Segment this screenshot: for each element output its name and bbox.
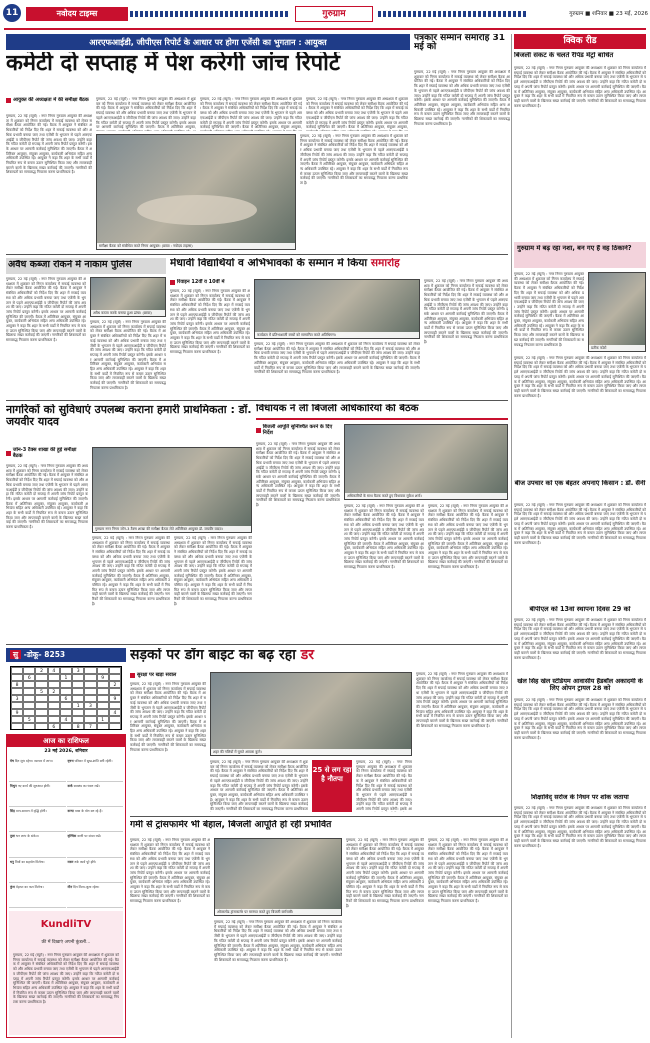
sudoku-cell: 8 [72,723,84,730]
sudoku-cell [48,695,60,702]
rashi-text: परिवार में सुख-शांति बनी रहेगी। [73,759,113,763]
civic-headline: नागरिकों को सुविधाएं उपलब्ध कराना हमारी प्राथमिकता : डॉ. जयवीर यादव [6,404,252,428]
section-rule-4 [130,816,508,817]
mla-sub-heading-text: बिजली आपूर्ति सुनिश्चित करने के दिए निर्देश [262,424,333,436]
lead-kicker: आरएफआईडी, जीपीएस रिपोर्ट के आधार पर होगा एजेंसी का भुगतान : आयुक्त [6,34,410,50]
sudoku-cell [60,702,72,709]
encroach-headline: अवैध कब्जा रोकने में नाकाम पुलिस [8,260,132,270]
lead-column-right-text [96,97,408,131]
rashi-item [67,758,124,782]
sudoku-cell [35,702,47,709]
rashi-item [67,859,124,883]
sudoku-cell: 4 [48,667,60,674]
section-rule-3 [6,644,508,645]
sudoku-cell [97,681,109,688]
sudoku-cell [48,709,60,716]
sudoku-cell [97,723,109,730]
quick-read-story4-text: गुरुग्राम, 22 मई (ब्यूरो) : नगर निगम गुरुग्राम आयुक्त की अध्यक्षता में शुक्रवार को निगम कार्यालय में सफाई व्यवस्था को लेकर समीक्षा बैठक आयोजित की गई। बैठक में आयुक्त ने संबंधित अधिकारियों को निर्देश दिए कि शहर में सफाई व्यवस्था को और अधिक प्रभावी बनाया जाए तथा एजेंसी के भुगतान से पहले आरएफआईडी व जीपीएस रिपोर्ट की जांच अवश्य की जाए। उन्होंने कहा कि गठित कमेटी दो सप्ताह में अपनी जांच रिपोर्ट प्रस्तुत करेगी। इसके आधार पर आगामी कार्रवाई सुनिश्चित की जाएगी। बैठक में अतिरिक्त आयुक्त, संयुक्त आयुक्त, कार्यकारी अभियंता सहित अन्य अधिकारी उपस्थित रहे। आयुक्त ने कहा कि शहर के सभी वार्डों में नियमित रूप से कचरा उठान सुनिश्चित किया जाए और लापरवाही बरतने वालों के खिलाफ सख्त कार्रवाई की जाएगी। नागरिकों की शिकायतों का समयबद्ध निपटारा करना प्राथमिकता है। [514,618,646,660]
civic-text-3: गुरुग्राम, 22 मई (ब्यूरो) : नगर निगम गुरुग्राम आयुक्त की अध्यक्षता में शुक्रवार को निगम कार्यालय में सफाई व्यवस्था को लेकर समीक्षा बैठक आयोजित की गई। बैठक में आयुक्त ने संबंधित अधिकारियों को निर्देश दिए कि शहर में सफाई व्यवस्था को और अधिक प्रभावी बनाया जाए तथा एजेंसी के भुगतान से पहले आरएफआईडी व जीपीएस रिपोर्ट की जांच अवश्य की जाए। उन्होंने कहा कि गठित कमेटी दो सप्ताह में अपनी जांच रिपोर्ट प्रस्तुत करेगी। इसके आधार पर आगामी कार्रवाई सुनिश्चित की जाएगी। बैठक में अतिरिक्त आयुक्त, संयुक्त आयुक्त, कार्यकारी अभियंता सहित अन्य अधिकारी उपस्थित रहे। आयुक्त ने कहा कि शहर के सभी वार्डों में नियमित रूप से कचरा उठान सुनिश्चित किया जाए और लापरवाही बरतने वालों के खिलाफ सख्त कार्रवाई की जाएगी। नागरिकों की शिकायतों का समयबद्ध निपटारा करना प्राथमिकता है। [174,536,252,606]
rashi-item [9,758,66,782]
rashifal-promo [9,911,123,1035]
sudoku-cell [72,716,84,723]
lead-col-5: गुरुग्राम, 22 मई (ब्यूरो) : नगर निगम गुरुग्राम आयुक्त की अध्यक्षता में शुक्रवार को निगम कार्यालय में सफाई व्यवस्था को लेकर समीक्षा बैठक आयोजित की गई। बैठक में आयुक्त ने संबंधित अधिकारियों को निर्देश दिए कि शहर में सफाई व्यवस्था को और अधिक प्रभावी बनाया जाए तथा एजेंसी के भुगतान से पहले आरएफआईडी व जीपीएस रिपोर्ट की जांच अवश्य की जाए। उन्होंने कहा कि गठित कमेटी दो सप्ताह में अपनी जांच रिपोर्ट प्रस्तुत करेगी। इसके आधार पर आगामी कार्रवाई सुनिश्चित की जाएगी। बैठक में अतिरिक्त आयुक्त, संयुक्त आयुक्त, कार्यकारी अभियंता सहित अन्य अधिकारी उपस्थित रहे। आयुक्त ने कहा कि शहर के सभी वार्डों में नियमित रूप से कचरा उठान सुनिश्चित किया जाए और लापरवाही बरतने वालों के खिलाफ सख्त कार्रवाई की जाएगी। नागरिकों की शिकायतों का समयबद्ध निपटारा करना प्राथमिकता है। [300,134,408,186]
lead-photo-caption: समीक्षा बैठक को संबोधित करते निगम आयुक्त। (छाया : नवोदय टाइम्स) [97,243,295,249]
civic-text-1: गुरुग्राम, 22 मई (ब्यूरो) : नगर निगम गुरुग्राम आयुक्त की अध्यक्षता में शुक्रवार को निगम कार्यालय में सफाई व्यवस्था को लेकर समीक्षा बैठक आयोजित की गई। बैठक में आयुक्त ने संबंधित अधिकारियों को निर्देश दिए कि शहर में सफाई व्यवस्था को और अधिक प्रभावी बनाया जाए तथा एजेंसी के भुगतान से पहले आरएफआईडी व जीपीएस रिपोर्ट की जांच अवश्य की जाए। उन्होंने कहा कि गठित कमेटी दो सप्ताह में अपनी जांच रिपोर्ट प्रस्तुत करेगी। इसके आधार पर आगामी कार्रवाई सुनिश्चित की जाएगी। बैठक में अतिरिक्त आयुक्त, संयुक्त आयुक्त, कार्यकारी अभियंता सहित अन्य अधिकारी उपस्थित रहे। आयुक्त ने कहा कि शहर के सभी वार्डों में नियमित रूप से कचरा उठान सुनिश्चित किया जाए और लापरवाही बरतने वालों के खिलाफ सख्त कार्रवाई की जाएगी। नागरिकों की शिकायतों का समयबद्ध निपटारा करना प्राथमिकता है। [6,464,88,530]
students-photo-caption: कार्यक्रम में प्रतिभाशाली बच्चों को सम्मानित करते अतिथिगण। [255,332,419,338]
sudoku-cell: 6 [48,723,60,730]
quick-read-header: क्विक रीड [514,34,646,49]
rashi-item [9,859,66,883]
sudoku-cell [35,695,47,702]
sudoku-cell [48,702,60,709]
sudoku-cell [60,667,72,674]
sudoku-cell [23,688,35,695]
heat-text-3: गुरुग्राम, 22 मई (ब्यूरो) : नगर निगम गुरुग्राम आयुक्त की अध्यक्षता में शुक्रवार को निगम कार्यालय में सफाई व्यवस्था को लेकर समीक्षा बैठक आयोजित की गई। बैठक में आयुक्त ने संबंधित अधिकारियों को निर्देश दिए कि शहर में सफाई व्यवस्था को और अधिक प्रभावी बनाया जाए तथा एजेंसी के भुगतान से पहले आरएफआईडी व जीपीएस रिपोर्ट की जांच अवश्य की जाए। उन्होंने कहा कि गठित कमेटी दो सप्ताह में अपनी जांच रिपोर्ट प्रस्तुत करेगी। इसके आधार पर आगामी कार्रवाई सुनिश्चित की जाएगी। बैठक में अतिरिक्त आयुक्त, संयुक्त आयुक्त, कार्यकारी अभियंता सहित अन्य अधिकारी उपस्थित रहे। आयुक्त ने कहा कि शहर के सभी वार्डों में नियमित रूप से कचरा उठान सुनिश्चित किया जाए और लापरवाही बरतने वालों के खिलाफ सख्त कार्रवाई की जाएगी। नागरिकों की शिकायतों का समयबद्ध निपटारा करना प्राथमिकता है। [346,838,424,908]
civic-photo-caption: गुरुग्राम नगर निगम जोन-3 टैक्स शाखा की समीक्षा बैठक लेते अतिरिक्त आयुक्त डॉ. जयवीर यादव। [93,526,251,532]
rashi-name: धनु [10,859,14,864]
heat-text-4: गुरुग्राम, 22 मई (ब्यूरो) : नगर निगम गुरुग्राम आयुक्त की अध्यक्षता में शुक्रवार को निगम कार्यालय में सफाई व्यवस्था को लेकर समीक्षा बैठक आयोजित की गई। बैठक में आयुक्त ने संबंधित अधिकारियों को निर्देश दिए कि शहर में सफाई व्यवस्था को और अधिक प्रभावी बनाया जाए तथा एजेंसी के भुगतान से पहले आरएफआईडी व जीपीएस रिपोर्ट की जांच अवश्य की जाए। उन्होंने कहा कि गठित कमेटी दो सप्ताह में अपनी जांच रिपोर्ट प्रस्तुत करेगी। इसके आधार पर आगामी कार्रवाई सुनिश्चित की जाएगी। बैठक में अतिरिक्त आयुक्त, संयुक्त आयुक्त, कार्यकारी अभियंता सहित अन्य अधिकारी उपस्थित रहे। आयुक्त ने कहा कि शहर के सभी वार्डों में नियमित रूप से कचरा उठान सुनिश्चित किया जाए और लापरवाही बरतने वालों के खिलाफ सख्त कार्रवाई की जाएगी। नागरिकों की शिकायतों का समयबद्ध निपटारा करना प्राथमिकता है। [428,838,508,904]
mla-sub-heading [256,424,340,440]
sudoku-cell [84,681,96,688]
sudoku-cell [97,702,109,709]
dogs-headline [130,648,508,668]
sudoku-grid [10,666,122,730]
sudoku-cell: 8 [11,681,23,688]
sudoku-cell [60,688,72,695]
rashi-name: मेष [10,759,14,763]
sudoku-cell [48,716,60,723]
quick-read-story2-text: गुरुग्राम, 22 मई (ब्यूरो) : नगर निगम गुरुग्राम आयुक्त की अध्यक्षता में शुक्रवार को निगम कार्यालय में सफाई व्यवस्था को लेकर समीक्षा बैठक आयोजित की गई। बैठक में आयुक्त ने संबंधित अधिकारियों को निर्देश दिए कि शहर में सफाई व्यवस्था को और अधिक प्रभावी बनाया जाए तथा एजेंसी के भुगतान से पहले आरएफआईडी व जीपीएस रिपोर्ट की जांच अवश्य की जाए। उन्होंने कहा कि गठित कमेटी दो सप्ताह में अपनी जांच रिपोर्ट प्रस्तुत करेगी। इसके आधार पर आगामी कार्रवाई सुनिश्चित की जाएगी। बैठक में अतिरिक्त आयुक्त, संयुक्त आयुक्त, कार्यकारी अभियंता सहित अन्य अधिकारी उपस्थित रहे। आयुक्त ने कहा कि शहर के सभी वार्डों में नियमित रूप से कचरा उठान सुनिश्चित किया जाए और लापरवाही बरतने वालों के खिलाफ सख्त कार्रवाई की जाएगी। नागरिकों की शिकायतों का समयबद्ध निपटारा करना प्राथमिकता है। [514,272,584,347]
rashi-item [67,884,124,908]
lead-col-2: गुरुग्राम, 22 मई (ब्यूरो) : नगर निगम गुरुग्राम आयुक्त की अध्यक्षता में शुक्रवार को निगम कार्यालय में सफाई व्यवस्था को लेकर समीक्षा बैठक आयोजित की गई। बैठक में आयुक्त ने संबंधित अधिकारियों को निर्देश दिए कि शहर में सफाई व्यवस्था को और अधिक प्रभावी बनाया जाए तथा एजेंसी के भुगतान से पहले आरएफआईडी व जीपीएस रिपोर्ट की जांच अवश्य की जाए। उन्होंने कहा कि गठित कमेटी दो सप्ताह में अपनी जांच रिपोर्ट प्रस्तुत करेगी। इसके आधार पर आगामी कार्रवाई सुनिश्चित की जाएगी। बैठक में अतिरिक्त आयुक्त, [96,97,196,130]
rashi-text: वाणी पर संयम रखें। [76,834,101,839]
encroach-photo [90,277,166,317]
sudoku-cell [35,709,47,716]
rashi-text: मान-सम्मान में वृद्धि होगी। [14,809,47,814]
sudoku-cell: 7 [84,723,96,730]
bullet-icon [6,98,11,103]
lead-col-4: गुरुग्राम, 22 मई (ब्यूरो) : नगर निगम गुरुग्राम आयुक्त की अध्यक्षता में शुक्रवार को निगम कार्यालय में सफाई व्यवस्था को लेकर समीक्षा बैठक आयोजित की गई। बैठक में आयुक्त ने संबंधित अधिकारियों को निर्देश दिए कि शहर में सफाई व्यवस्था को और अधिक प्रभावी बनाया जाए तथा एजेंसी के भुगतान से पहले आरएफआईडी व जीपीएस रिपोर्ट की जांच अवश्य की जाए। उन्होंने कहा कि गठित कमेटी दो सप्ताह में अपनी जांच रिपोर्ट प्रस्तुत करेगी। इसके आधार पर आगामी कार्रवाई सुनिश्चित की जाएगी। बैठक में अतिरिक्त आयुक्त, संयुक्त आयुक्त, [306,97,408,130]
column-divider [511,34,512,1038]
quick-read-story2-photo [588,272,646,352]
sudoku-cell [35,681,47,688]
students-headline-main: मेधावी विद्यार्थियों व अभिभावकों के सम्मान में किया [170,258,371,269]
rashi-item [9,783,66,807]
rashifal-box [6,734,126,1038]
civic-photo [92,447,252,533]
press-conf-headline: पत्रकार सम्मान समारोह 31 मई को [414,34,505,53]
students-text-1: गुरुग्राम, 22 मई (ब्यूरो) : नगर निगम गुरुग्राम आयुक्त की अध्यक्षता में शुक्रवार को निगम कार्यालय में सफाई व्यवस्था को लेकर समीक्षा बैठक आयोजित की गई। बैठक में आयुक्त ने संबंधित अधिकारियों को निर्देश दिए कि शहर में सफाई व्यवस्था को और अधिक प्रभावी बनाया जाए तथा एजेंसी के भुगतान से पहले आरएफआईडी व जीपीएस रिपोर्ट की जांच अवश्य की जाए। उन्होंने कहा कि गठित कमेटी दो सप्ताह में अपनी जांच रिपोर्ट प्रस्तुत करेगी। इसके आधार पर आगामी कार्रवाई सुनिश्चित की जाएगी। बैठक में अतिरिक्त आयुक्त, संयुक्त आयुक्त, कार्यकारी अभियंता सहित अन्य अधिकारी उपस्थित रहे। आयुक्त ने कहा कि शहर के सभी वार्डों में नियमित रूप से कचरा उठान सुनिश्चित किया जाए और लापरवाही बरतने वालों के खिलाफ सख्त कार्रवाई की जाएगी। नागरिकों की शिकायतों का समयबद्ध निपटारा करना प्राथमिकता है। [170,289,250,355]
sudoku-cell [23,702,35,709]
heat-photo-caption: ओवरलोड ट्रांसफार्मर पर मरम्मत करते हुए बिजली कर्मचारी। [215,909,341,915]
sudoku-cell: 1 [60,674,72,681]
dogs-text-4: गुरुग्राम, 22 मई (ब्यूरो) : नगर निगम गुरुग्राम आयुक्त की अध्यक्षता में शुक्रवार को निगम कार्यालय में सफाई व्यवस्था को लेकर समीक्षा बैठक आयोजित की गई। बैठक में आयुक्त ने संबंधित अधिकारियों को निर्देश दिए कि शहर में सफाई व्यवस्था को और अधिक प्रभावी बनाया जाए तथा एजेंसी के भुगतान से पहले आरएफआईडी व जीपीएस रिपोर्ट की जांच अवश्य की जाए। उन्होंने कहा कि गठित कमेटी दो सप्ताह में अपनी जांच रिपोर्ट प्रस्तुत करेगी। इसके आ [356,760,412,812]
promo-line: फ्री में दिखाएं अपनी कुंडली... [41,940,91,945]
mla-photo-caption: अधिकारियों के साथ बैठक करते हुए विधायक मुकेश शर्मा। [345,493,507,499]
sudoku-cell [11,667,23,674]
rashi-text: यात्रा के योग बन रहे हैं। [73,809,103,814]
sudoku-cell [35,674,47,681]
sudoku-cell [109,667,121,674]
dogs-sub-heading [130,672,210,680]
quick-read-story5-text: गुरुग्राम, 22 मई (ब्यूरो) : नगर निगम गुरुग्राम आयुक्त की अध्यक्षता में शुक्रवार को निगम कार्यालय में सफाई व्यवस्था को लेकर समीक्षा बैठक आयोजित की गई। बैठक में आयुक्त ने संबंधित अधिकारियों को निर्देश दिए कि शहर में सफाई व्यवस्था को और अधिक प्रभावी बनाया जाए तथा एजेंसी के भुगतान से पहले आरएफआईडी व जीपीएस रिपोर्ट की जांच अवश्य की जाए। उन्होंने कहा कि गठित कमेटी दो सप्ताह में अपनी जांच रिपोर्ट प्रस्तुत करेगी। इसके आधार पर आगामी कार्रवाई सुनिश्चित की जाएगी। बैठक में अतिरिक्त आयुक्त, संयुक्त आयुक्त, कार्यकारी अभियंता सहित अन्य अधिकारी उपस्थित रहे। आयुक्त ने कहा कि शहर के सभी वार्डों में नियमित रूप से कचरा उठान सुनिश्चित किया जाए और लापरवाही बरतने वालों के खिलाफ सख्त कार्रवाई की जाएगी। नागरिकों की शिकायतों का समयबद्ध निपटारा करना प्राथमिकता है। [514,698,646,740]
sudoku-cell [60,709,72,716]
promo-logo: KundliTV [40,919,92,930]
rashi-name: कन्या [67,809,74,814]
dogs-text-3: गुरुग्राम, 22 मई (ब्यूरो) : नगर निगम गुरुग्राम आयुक्त की अध्यक्षता में शुक्रवार को निगम कार्यालय में सफाई व्यवस्था को लेकर समीक्षा बैठक आयोजित की गई। बैठक में आयुक्त ने संबंधित अधिकारियों को निर्देश दिए कि शहर में सफाई व्यवस्था को और अधिक प्रभावी बनाया जाए तथा एजेंसी के भुगतान से पहले आरएफआईडी व जीपीएस रिपोर्ट की जांच अवश्य की जाए। उन्होंने कहा कि गठित कमेटी दो सप्ताह में अपनी जांच रिपोर्ट प्रस्तुत करेगी। इसके आधार पर आगामी कार्रवाई सुनिश्चित की जाएगी। बैठक में अतिरिक्त आयुक्त, संयुक्त आयुक्त, कार्यकारी अभियंता सहित अन्य अधिकारी उपस्थित रहे। आयुक्त ने कहा कि शहर के सभी वार्डों में नियमित रूप से कचरा उठान सुनिश्चित किया जाए और लापरवाही बरतने वालों के खिलाफ सख्त कार्रवाई की जाएगी। नागरिकों की शिकायतों का समयबद्ध निपटारा करना प्राथमिकता [210,760,308,812]
mla-headline: विधायक ने ली बिजली अधिकारियों की बैठक [256,404,508,420]
sudoku-cell [72,688,84,695]
lead-headline: कमेटी दो सप्ताह में पेश करेगी जांच रिपोर्ट [6,52,340,76]
sudoku-cell [23,681,35,688]
promo-text: गुरुग्राम, 22 मई (ब्यूरो) : नगर निगम गुरुग्राम आयुक्त की अध्यक्षता में शुक्रवार को निगम कार्यालय में सफाई व्यवस्था को लेकर समीक्षा बैठक आयोजित की गई। बैठक में आयुक्त ने संबंधित अधिकारियों को निर्देश दिए कि शहर में सफाई व्यवस्था को और अधिक प्रभावी बनाया जाए तथा एजेंसी के भुगतान से पहले आरएफआईडी व जीपीएस रिपोर्ट की जांच अवश्य की जाए। उन्होंने कहा कि गठित कमेटी दो सप्ताह में अपनी जांच रिपोर्ट प्रस्तुत करेगी। इसके आधार पर आगामी कार्रवाई सुनिश्चित की जाएगी। बैठक में अतिरिक्त आयुक्त, संयुक्त आयुक्त, कार्यकारी अभियंता सहित अन्य अधिकारी उपस्थित रहे। आयुक्त ने कहा कि शहर के सभी वार्डों में नियमित रूप से कचरा उठान सुनिश्चित किया जाए और लापरवाही बरतने वालों के खिलाफ सख्त कार्रवाई की जाएगी। नागरिकों की शिकायतों का समयबद्ध निपटारा करना प्राथमिकता है। [13,953,119,1005]
sudoku-cell: 3 [84,702,96,709]
heat-headline: गर्मी से ट्रांसफार्मर भी बेहाल, बिजली आपूर्ति हो रही प्रभावित [130,820,332,830]
sudoku-cell [60,681,72,688]
rashi-text: रुके कार्य पूरे होंगे। [73,859,97,864]
sudoku-cell [84,674,96,681]
sudoku-cell [97,667,109,674]
rashi-text: नए कार्य की शुरुआत होगी। [16,784,51,789]
sudoku-cell [84,709,96,716]
civic-sub-heading-text: जोन-3 टैक्स शाखा की हुई समीक्षा बैठक [12,447,77,459]
sudoku-cell: 2 [48,688,60,695]
sudoku-cell [84,667,96,674]
dogs-badge: 25 से लग रहा है नौतपा [312,760,352,812]
rashi-name: मकर [67,859,74,864]
quick-read-story2-box [514,242,646,268]
heat-text-1: गुरुग्राम, 22 मई (ब्यूरो) : नगर निगम गुरुग्राम आयुक्त की अध्यक्षता में शुक्रवार को निगम कार्यालय में सफाई व्यवस्था को लेकर समीक्षा बैठक आयोजित की गई। बैठक में आयुक्त ने संबंधित अधिकारियों को निर्देश दिए कि शहर में सफाई व्यवस्था को और अधिक प्रभावी बनाया जाए तथा एजेंसी के भुगतान से पहले आरएफआईडी व जीपीएस रिपोर्ट की जांच अवश्य की जाए। उन्होंने कहा कि गठित कमेटी दो सप्ताह में अपनी जांच रिपोर्ट प्रस्तुत करेगी। इसके आधार पर आगामी कार्रवाई सुनिश्चित की जाएगी। बैठक में अतिरिक्त आयुक्त, संयुक्त आयुक्त, कार्यकारी अभियंता सहित अन्य अधिकारी उपस्थित रहे। आयुक्त ने कहा कि शहर के सभी वार्डों में नियमित रूप से कचरा उठान सुनिश्चित किया जाए और लापरवाही बरतने वालों के खिलाफ सख्त कार्रवाई की जाएगी। नागरिकों की शिकायतों का समयबद्ध निपटारा करना प्राथमिकता है। [130,838,210,904]
masthead-band [130,11,290,17]
sudoku-cell [97,688,109,695]
rashi-name: मीन [67,884,73,889]
sudoku-cell [11,716,23,723]
sudoku-cell [72,695,84,702]
sudoku-cell: 9 [109,695,121,702]
city-date: गुरुग्राम ■ शनिवार ■ 23 मई, 2026 [569,11,648,17]
sudoku-cell: 1 [97,716,109,723]
sudoku-cell [72,681,84,688]
students-sub-heading [170,279,260,287]
encroach-photo-caption: अवैध कब्जा करके बनाया हुआ ढांचा। (छाया) [91,310,165,316]
quick-read-story6-text: गुरुग्राम, 22 मई (ब्यूरो) : नगर निगम गुरुग्राम आयुक्त की अध्यक्षता में शुक्रवार को निगम कार्यालय में सफाई व्यवस्था को लेकर समीक्षा बैठक आयोजित की गई। बैठक में आयुक्त ने संबंधित अधिकारियों को निर्देश दिए कि शहर में सफाई व्यवस्था को और अधिक प्रभावी बनाया जाए तथा एजेंसी के भुगतान से पहले आरएफआईडी व जीपीएस रिपोर्ट की जांच अवश्य की जाए। उन्होंने कहा कि गठित कमेटी दो सप्ताह में अपनी जांच रिपोर्ट प्रस्तुत करेगी। इसके आधार पर आगामी कार्रवाई सुनिश्चित की जाएगी। बैठक में अतिरिक्त आयुक्त, संयुक्त आयुक्त, कार्यकारी अभियंता सहित अन्य अधिकारी उपस्थित रहे। आयुक्त ने कहा कि शहर के सभी वार्डों में नियमित रूप से कचरा उठान सुनिश्चित किया जाए और लापरवाही बरतने वालों के खिलाफ सख्त कार्रवाई की जाएगी। नागरिकों की शिकायतों का समयबद्ध निपटारा करना प्राथमिकता है। [514,806,646,848]
sudoku-cell [109,674,121,681]
rashi-name: सिंह [10,809,15,814]
quick-read-story2-photo-caption: प्रतीक फोटो [589,345,645,351]
sudoku-cell [72,674,84,681]
sudoku-cell [35,723,47,730]
bullet-icon [170,280,175,285]
bullet-icon [256,428,261,433]
sudoku-cell [109,723,121,730]
sudoku-cell: 9 [11,709,23,716]
rashi-name: वृषभ [67,759,74,763]
rashi-text: दिन शुभ रहेगा। व्यापार में लाभ। [13,759,53,763]
rashi-name: कुंभ [10,884,15,889]
lead-sub-heading [6,97,92,111]
sudoku-cell [11,723,23,730]
mla-text-1: गुरुग्राम, 22 मई (ब्यूरो) : नगर निगम गुरुग्राम आयुक्त की अध्यक्षता में शुक्रवार को निगम कार्यालय में सफाई व्यवस्था को लेकर समीक्षा बैठक आयोजित की गई। बैठक में आयुक्त ने संबंधित अधिकारियों को निर्देश दिए कि शहर में सफाई व्यवस्था को और अधिक प्रभावी बनाया जाए तथा एजेंसी के भुगतान से पहले आरएफआईडी व जीपीएस रिपोर्ट की जांच अवश्य की जाए। उन्होंने कहा कि गठित कमेटी दो सप्ताह में अपनी जांच रिपोर्ट प्रस्तुत करेगी। इसके आधार पर आगामी कार्रवाई सुनिश्चित की जाएगी। बैठक में अतिरिक्त आयुक्त, संयुक्त आयुक्त, कार्यकारी अभियंता सहित अन्य अधिकारी उपस्थित रहे। आयुक्त ने कहा कि शहर के सभी वार्डों में नियमित रूप से कचरा उठान सुनिश्चित किया जाए और लापरवाही बरतने वालों के खिलाफ सख्त कार्रवाई की जाएगी। नागरिकों की शिकायतों का समयबद्ध निपटारा करना प्राथमिकता है। [256,442,340,508]
rashi-text: मेहनत का फल मिलेगा। [14,884,44,889]
civic-sub-heading [6,447,86,461]
rashi-name: वृश्चिक [67,834,77,839]
masthead-rule [4,28,646,30]
paper-name: नवोदय टाइम्स [26,7,128,21]
mla-text-3: गुरुग्राम, 22 मई (ब्यूरो) : नगर निगम गुरुग्राम आयुक्त की अध्यक्षता में शुक्रवार को निगम कार्यालय में सफाई व्यवस्था को लेकर समीक्षा बैठक आयोजित की गई। बैठक में आयुक्त ने संबंधित अधिकारियों को निर्देश दिए कि शहर में सफाई व्यवस्था को और अधिक प्रभावी बनाया जाए तथा एजेंसी के भुगतान से पहले आरएफआईडी व जीपीएस रिपोर्ट की जांच अवश्य की जाए। उन्होंने कहा कि गठित कमेटी दो सप्ताह में अपनी जांच रिपोर्ट प्रस्तुत करेगी। इसके आधार पर आगामी कार्रवाई सुनिश्चित की जाएगी। बैठक में अतिरिक्त आयुक्त, संयुक्त आयुक्त, कार्यकारी अभियंता सहित अन्य अधिकारी उपस्थित रहे। आयुक्त ने कहा कि शहर के सभी वार्डों में नियमित रूप से कचरा उठान सुनिश्चित किया जाए और लापरवाही बरतने वालों के खिलाफ सख्त कार्रवाई की जाएगी। नागरिकों की शिकायतों का समयबद्ध निपटारा करना प्राथमिकता है। [428,504,508,570]
encroach-text-2: गुरुग्राम, 22 मई (ब्यूरो) : नगर निगम गुरुग्राम आयुक्त की अध्यक्षता में शुक्रवार को निगम कार्यालय में सफाई व्यवस्था को लेकर समीक्षा बैठक आयोजित की गई। बैठक में आयुक्त ने संबंधित अधिकारियों को निर्देश दिए कि शहर में सफाई व्यवस्था को और अधिक प्रभावी बनाया जाए तथा एजेंसी के भुगतान से पहले आरएफआईडी व जीपीएस रिपोर्ट की जांच अवश्य की जाए। उन्होंने कहा कि गठित कमेटी दो सप्ताह में अपनी जांच रिपोर्ट प्रस्तुत करेगी। इसके आधार पर आगामी कार्रवाई सुनिश्चित की जाएगी। बैठक में अतिरिक्त आयुक्त, संयुक्त आयुक्त, कार्यकारी अभियंता सहित अन्य अधिकारी उपस्थित रहे। आयुक्त ने कहा कि शहर के सभी वार्डों में नियमित रूप से कचरा उठान सुनिश्चित किया जाए और लापरवाही बरतने वालों के खिलाफ सख्त कार्रवाई की जाएगी। नागरिकों की शिकायतों का समयबद्ध निपटारा करना प्राथमिकता है। [90,320,166,390]
dogs-photo [210,672,412,756]
sudoku-cell [48,681,60,688]
section-name: गुरुग्राम [295,6,373,22]
dogs-headline-accent: डर [300,648,314,663]
sudoku-cell: 9 [97,674,109,681]
rashi-text: स्वास्थ्य का ध्यान रखें। [72,784,100,789]
sudoku-cell: 2 [35,667,47,674]
sudoku-cell [97,709,109,716]
quick-read-story5-headline: खेल सिंह खेल स्टेडियम आवासीय हैंडबॉल अकादमी के लिए ओपन ट्रायल 28 को [517,678,643,692]
sudoku-cell [84,688,96,695]
lead-col-1: गुरुग्राम, 22 मई (ब्यूरो) : नगर निगम गुरुग्राम आयुक्त की अध्यक्षता में शुक्रवार को निगम कार्यालय में सफाई व्यवस्था को लेकर समीक्षा बैठक आयोजित की गई। बैठक में आयुक्त ने संबंधित अधिकारियों को निर्देश दिए कि शहर में सफाई व्यवस्था को और अधिक प्रभावी बनाया जाए तथा एजेंसी के भुगतान से पहले आरएफआईडी व जीपीएस रिपोर्ट की जांच अवश्य की जाए। उन्होंने कहा कि गठित कमेटी दो सप्ताह में अपनी जांच रिपोर्ट प्रस्तुत करेगी। इसके आधार पर आगामी कार्रवाई सुनिश्चित की जाएगी। बैठक में अतिरिक्त आयुक्त, संयुक्त आयुक्त, कार्यकारी अभियंता सहित अन्य अधिकारी उपस्थित रहे। आयुक्त ने कहा कि शहर के सभी वार्डों में नियमित रूप से कचरा उठान सुनिश्चित किया जाए और लापरवाही बरतने वालों के खिलाफ सख्त कार्रवाई की जाएगी। नागरिकों की शिकायतों का समयबद्ध निपटारा करना प्राथमिकता है। [6,114,92,175]
students-photo [254,279,420,339]
rashi-item [9,808,66,832]
quick-read-story1-headline: बिजली संकट के चलते रैपिड मेट्रो बाधित [514,52,614,59]
rashi-name: मिथुन [10,784,17,789]
masthead-band-right [378,11,528,17]
sudoku-cell: 4 [60,716,72,723]
rashi-name: कर्क [67,784,73,789]
quick-read-story3-headline: बीज उपचार को एक बेहतर अपनाएं किसान : डॉ. सैनी [514,480,646,487]
bullet-icon [6,451,11,456]
dogs-sub-heading-text: सुरक्षा पर खड़ा सवाल [137,672,177,678]
lead-col-3: गुरुग्राम, 22 मई (ब्यूरो) : नगर निगम गुरुग्राम आयुक्त की अध्यक्षता में शुक्रवार को निगम कार्यालय में सफाई व्यवस्था को लेकर समीक्षा बैठक आयोजित की गई। बैठक में आयुक्त ने संबंधित अधिकारियों को निर्देश दिए कि शहर में सफाई व्यवस्था को और अधिक प्रभावी बनाया जाए तथा एजेंसी के भुगतान से पहले आरएफआईडी व जीपीएस रिपोर्ट की जांच अवश्य की जाए। उन्होंने कहा कि गठित कमेटी दो सप्ताह में अपनी जांच रिपोर्ट प्रस्तुत करेगी। इसके आधार पर आगामी कार्रवाई सुनिश्चित की जाएगी। बैठक में अतिरिक्त आयुक्त, संयुक्त आयुक्त, [200,97,302,130]
quick-read-story2-text-b: गुरुग्राम, 22 मई (ब्यूरो) : नगर निगम गुरुग्राम आयुक्त की अध्यक्षता में शुक्रवार को निगम कार्यालय में सफाई व्यवस्था को लेकर समीक्षा बैठक आयोजित की गई। बैठक में आयुक्त ने संबंधित अधिकारियों को निर्देश दिए कि शहर में सफाई व्यवस्था को और अधिक प्रभावी बनाया जाए तथा एजेंसी के भुगतान से पहले आरएफआईडी व जीपीएस रिपोर्ट की जांच अवश्य की जाए। उन्होंने कहा कि गठित कमेटी दो सप्ताह में अपनी जांच रिपोर्ट प्रस्तुत करेगी। इसके आधार पर आगामी कार्रवाई सुनिश्चित की जाएगी। बैठक में अतिरिक्त आयुक्त, संयुक्त आयुक्त, कार्यकारी अभियंता सहित अन्य अधिकारी उपस्थित रहे। आयुक्त ने कहा कि शहर के सभी वार्डों में नियमित रूप से कचरा उठान सुनिश्चित किया जाए और लापरवाही बरतने वालों के खिलाफ सख्त कार्रवाई की जाएगी। नागरिकों की शिकायतों का समयबद्ध निपटारा करना प्राथमिकता है। [514,356,646,398]
dogs-text-1: गुरुग्राम, 22 मई (ब्यूरो) : नगर निगम गुरुग्राम आयुक्त की अध्यक्षता में शुक्रवार को निगम कार्यालय में सफाई व्यवस्था को लेकर समीक्षा बैठक आयोजित की गई। बैठक में आयुक्त ने संबंधित अधिकारियों को निर्देश दिए कि शहर में सफाई व्यवस्था को और अधिक प्रभावी बनाया जाए तथा एजेंसी के भुगतान से पहले आरएफआईडी व जीपीएस रिपोर्ट की जांच अवश्य की जाए। उन्होंने कहा कि गठित कमेटी दो सप्ताह में अपनी जांच रिपोर्ट प्रस्तुत करेगी। इसके आधार पर आगामी कार्रवाई सुनिश्चित की जाएगी। बैठक में अतिरिक्त आयुक्त, संयुक्त आयुक्त, कार्यकारी अभियंता सहित अन्य अधिकारी उपस्थित रहे। आयुक्त ने कहा कि शहर के सभी वार्डों में नियमित रूप से कचरा उठान सुनिश्चित किया जाए और लापरवाही बरतने वालों के खिलाफ सख्त कार्रवाई की जाएगी। नागरिकों की शिकायतों का समयबद्ध निपटारा करना प्राथमिकता है। [130,682,206,752]
rashi-text: मित्रों का सहयोग मिलेगा। [13,859,45,864]
dogs-headline-main: सड़कों पर डॉग बाइट का बढ़ रहा [130,648,301,663]
lead-photo [96,134,296,250]
civic-text-2: गुरुग्राम, 22 मई (ब्यूरो) : नगर निगम गुरुग्राम आयुक्त की अध्यक्षता में शुक्रवार को निगम कार्यालय में सफाई व्यवस्था को लेकर समीक्षा बैठक आयोजित की गई। बैठक में आयुक्त ने संबंधित अधिकारियों को निर्देश दिए कि शहर में सफाई व्यवस्था को और अधिक प्रभावी बनाया जाए तथा एजेंसी के भुगतान से पहले आरएफआईडी व जीपीएस रिपोर्ट की जांच अवश्य की जाए। उन्होंने कहा कि गठित कमेटी दो सप्ताह में अपनी जांच रिपोर्ट प्रस्तुत करेगी। इसके आधार पर आगामी कार्रवाई सुनिश्चित की जाएगी। बैठक में अतिरिक्त आयुक्त, संयुक्त आयुक्त, कार्यकारी अभियंता सहित अन्य अधिकारी उपस्थित रहे। आयुक्त ने कहा कि शहर के सभी वार्डों में नियमित रूप से कचरा उठान सुनिश्चित किया जाए और लापरवाही बरतने वालों के खिलाफ सख्त कार्रवाई की जाएगी। नागरिकों की शिकायतों का समयबद्ध निपटारा करना प्राथमिकता है। [92,536,170,606]
sudoku-header [6,648,126,662]
students-headline [170,258,508,276]
mla-photo [344,424,508,500]
dogs-photo-caption: शहर की गलियों में घूमते आवारा कुत्ते। [211,749,411,755]
sudoku-cell: 2 [109,681,121,688]
mla-text-2: गुरुग्राम, 22 मई (ब्यूरो) : नगर निगम गुरुग्राम आयुक्त की अध्यक्षता में शुक्रवार को निगम कार्यालय में सफाई व्यवस्था को लेकर समीक्षा बैठक आयोजित की गई। बैठक में आयुक्त ने संबंधित अधिकारियों को निर्देश दिए कि शहर में सफाई व्यवस्था को और अधिक प्रभावी बनाया जाए तथा एजेंसी के भुगतान से पहले आरएफआईडी व जीपीएस रिपोर्ट की जांच अवश्य की जाए। उन्होंने कहा कि गठित कमेटी दो सप्ताह में अपनी जांच रिपोर्ट प्रस्तुत करेगी। इसके आधार पर आगामी कार्रवाई सुनिश्चित की जाएगी। बैठक में अतिरिक्त आयुक्त, संयुक्त आयुक्त, कार्यकारी अभियंता सहित अन्य अधिकारी उपस्थित रहे। आयुक्त ने कहा कि शहर के सभी वार्डों में नियमित रूप से कचरा उठान सुनिश्चित किया जाए और लापरवाही बरतने वालों के खिलाफ सख्त कार्रवाई की जाएगी। नागरिकों की शिकायतों का समयबद्ध निपटारा करना प्राथमिकता है। [344,504,424,570]
sudoku-cell: 6 [23,674,35,681]
rashifal-date: 23 मई 2026, शनिवार [44,749,88,754]
heat-photo [214,838,342,916]
sudoku-cell [97,695,109,702]
sudoku-cell [109,688,121,695]
sudoku-cell: 5 [23,716,35,723]
sudoku-cell [84,716,96,723]
quick-read-story4-headline: बीपीएल को 13वां स्थापना दिवस 29 को [529,606,631,613]
sudoku-cell [72,709,84,716]
quick-read-story2-headline: गुरुग्राम में बढ़ रहा नशा, बन गए हैं वह ठिकाने? [517,245,632,252]
sudoku-cell [11,688,23,695]
sudoku-cell [60,723,72,730]
rashi-text: दिन मिला-जुला रहेगा। [72,884,100,889]
quick-read-story3-text: गुरुग्राम, 22 मई (ब्यूरो) : नगर निगम गुरुग्राम आयुक्त की अध्यक्षता में शुक्रवार को निगम कार्यालय में सफाई व्यवस्था को लेकर समीक्षा बैठक आयोजित की गई। बैठक में आयुक्त ने संबंधित अधिकारियों को निर्देश दिए कि शहर में सफाई व्यवस्था को और अधिक प्रभावी बनाया जाए तथा एजेंसी के भुगतान से पहले आरएफआईडी व जीपीएस रिपोर्ट की जांच अवश्य की जाए। उन्होंने कहा कि गठित कमेटी दो सप्ताह में अपनी जांच रिपोर्ट प्रस्तुत करेगी। इसके आधार पर आगामी कार्रवाई सुनिश्चित की जाएगी। बैठक में अतिरिक्त आयुक्त, संयुक्त आयुक्त, कार्यकारी अभियंता सहित अन्य अधिकारी उपस्थित रहे। आयुक्त ने कहा कि शहर के सभी वार्डों में नियमित रूप से कचरा उठान सुनिश्चित किया जाए और लापरवाही बरतने वालों के खिलाफ सख्त कार्रवाई की जाएगी। नागरिकों की शिकायतों का समयबद्ध निपटारा करना प्राथमिकता है। [514,503,646,545]
sudoku-cell: 4 [109,709,121,716]
section-rule-2 [6,400,508,401]
rashi-item [67,808,124,832]
encroach-headline-box [6,258,166,274]
sudoku-cell: 3 [72,667,84,674]
students-headline-accent: समारोह [370,258,400,269]
sudoku-cell [48,674,60,681]
rashi-name: तुला [10,834,15,839]
lead-sub-heading-text: आयुक्त की अध्यक्षता में की समीक्षा बैठक [13,97,89,103]
sudoku-cell [109,716,121,723]
rashifal-title: आज का राशिफल [7,735,125,747]
masthead [0,0,650,28]
press-conf-text: गुरुग्राम, 22 मई (ब्यूरो) : नगर निगम गुरुग्राम आयुक्त की अध्यक्षता में शुक्रवार को निगम कार्यालय में सफाई व्यवस्था को लेकर समीक्षा बैठक आयोजित की गई। बैठक में आयुक्त ने संबंधित अधिकारियों को निर्देश दिए कि शहर में सफाई व्यवस्था को और अधिक प्रभावी बनाया जाए तथा एजेंसी के भुगतान से पहले आरएफआईडी व जीपीएस रिपोर्ट की जांच अवश्य की जाए। उन्होंने कहा कि गठित कमेटी दो सप्ताह में अपनी जांच रिपोर्ट प्रस्तुत करेगी। इसके आधार पर आगामी कार्रवाई सुनिश्चित की जाएगी। बैठक में अतिरिक्त आयुक्त, संयुक्त आयुक्त, कार्यकारी अभियंता सहित अन्य अधिकारी उपस्थित रहे। आयुक्त ने कहा कि शहर के सभी वार्डों में नियमित रूप से कचरा उठान सुनिश्चित किया जाए और लापरवाही बरतने वालों के खिलाफ सख्त कार्रवाई की जाएगी। नागरिकों की शिकायतों का समयबद्ध निपटारा करना प्राथमिकता है। [414,70,510,126]
students-text-3: गुरुग्राम, 22 मई (ब्यूरो) : नगर निगम गुरुग्राम आयुक्त की अध्यक्षता में शुक्रवार को निगम कार्यालय में सफाई व्यवस्था को लेकर समीक्षा बैठक आयोजित की गई। बैठक में आयुक्त ने संबंधित अधिकारियों को निर्देश दिए कि शहर में सफाई व्यवस्था को और अधिक प्रभावी बनाया जाए तथा एजेंसी के भुगतान से पहले आरएफआईडी व जीपीएस रिपोर्ट की जांच अवश्य की जाए। उन्होंने कहा कि गठित कमेटी दो सप्ताह में अपनी जांच रिपोर्ट प्रस्तुत करेगी। इसके आधार पर आगामी कार्रवाई सुनिश्चित की जाएगी। बैठक में अतिरिक्त आयुक्त, संयुक्त आयुक्त, कार्यकारी अभियंता सहित अन्य अधिकारी उपस्थित रहे। आयुक्त ने कहा कि शहर के सभी वार्डों में नियमित रूप से कचरा उठान सुनिश्चित किया जाए और लापरवाही बरतने वालों के खिलाफ सख्त कार्रवाई की जाएगी। नागरिकों की शिकायतों का समयबद्ध निपटारा करना प्राथमिकता है। [424,279,508,345]
heat-text-2: गुरुग्राम, 22 मई (ब्यूरो) : नगर निगम गुरुग्राम आयुक्त की अध्यक्षता में शुक्रवार को निगम कार्यालय में सफाई व्यवस्था को लेकर समीक्षा बैठक आयोजित की गई। बैठक में आयुक्त ने संबंधित अधिकारियों को निर्देश दिए कि शहर में सफाई व्यवस्था को और अधिक प्रभावी बनाया जाए तथा एजेंसी के भुगतान से पहले आरएफआईडी व जीपीएस रिपोर्ट की जांच अवश्य की जाए। उन्होंने कहा कि गठित कमेटी दो सप्ताह में अपनी जांच रिपोर्ट प्रस्तुत करेगी। इसके आधार पर आगामी कार्रवाई सुनिश्चित की जाएगी। बैठक में अतिरिक्त आयुक्त, संयुक्त आयुक्त, कार्यकारी अभियंता सहित अन्य अधिकारी उपस्थित रहे। आयुक्त ने कहा कि शहर के सभी वार्डों में नियमित रूप से कचरा उठान सुनिश्चित किया जाए और लापरवाही बरतने वालों के खिलाफ सख्त कार्रवाई की जाएगी। नागरिकों की शिकायतों का समयबद्ध निपटारा करना प्राथमिकता है। [214,920,342,962]
students-text-2: गुरुग्राम, 22 मई (ब्यूरो) : नगर निगम गुरुग्राम आयुक्त की अध्यक्षता में शुक्रवार को निगम कार्यालय में सफाई व्यवस्था को लेकर समीक्षा बैठक आयोजित की गई। बैठक में आयुक्त ने संबंधित अधिकारियों को निर्देश दिए कि शहर में सफाई व्यवस्था को और अधिक प्रभावी बनाया जाए तथा एजेंसी के भुगतान से पहले आरएफआईडी व जीपीएस रिपोर्ट की जांच अवश्य की जाए। उन्होंने कहा कि गठित कमेटी दो सप्ताह में अपनी जांच रिपोर्ट प्रस्तुत करेगी। इसके आधार पर आगामी कार्रवाई सुनिश्चित की जाएगी। बैठक में अतिरिक्त आयुक्त, संयुक्त आयुक्त, कार्यकारी अभियंता सहित अन्य अधिकारी उपस्थित रहे। आयुक्त ने कहा कि शहर के सभी वार्डों में नियमित रूप से कचरा उठान सुनिश्चित किया जाए और लापरवाही बरतने वालों के खिलाफ सख्त कार्रवाई की जाएगी। नागरिकों की शिकायतों का समयबद्ध निपटारा करना प्राथमिकता है। [254,342,420,375]
sudoku-cell [84,695,96,702]
meeting-table-shape [137,195,257,225]
rashi-text: धन लाभ के संकेत। [14,834,39,839]
sudoku-cell: 5 [35,688,47,695]
sudoku-cell [23,695,35,702]
dogs-text-2: गुरुग्राम, 22 मई (ब्यूरो) : नगर निगम गुरुग्राम आयुक्त की अध्यक्षता में शुक्रवार को निगम कार्यालय में सफाई व्यवस्था को लेकर समीक्षा बैठक आयोजित की गई। बैठक में आयुक्त ने संबंधित अधिकारियों को निर्देश दिए कि शहर में सफाई व्यवस्था को और अधिक प्रभावी बनाया जाए तथा एजेंसी के भुगतान से पहले आरएफआईडी व जीपीएस रिपोर्ट की जांच अवश्य की जाए। उन्होंने कहा कि गठित कमेटी दो सप्ताह में अपनी जांच रिपोर्ट प्रस्तुत करेगी। इसके आधार पर आगामी कार्रवाई सुनिश्चित की जाएगी। बैठक में अतिरिक्त आयुक्त, संयुक्त आयुक्त, कार्यकारी अभियंता सहित अन्य अधिकारी उपस्थित रहे। आयुक्त ने कहा कि शहर के सभी वार्डों में नियमित रूप से कचरा उठान सुनिश्चित किया जाए और लापरवाही बरतने वालों के खिलाफ सख्त कार्रवाई की जाएगी। नागरिकों की शिकायतों का समयबद्ध निपटारा करना प्राथमिकता है। [416,672,508,728]
sudoku-cell [11,674,23,681]
sudoku-cell [23,723,35,730]
rashifal-grid [9,758,123,908]
sudoku-title: -डोकू- 8253 [23,650,66,659]
rashi-item [9,884,66,908]
sudoku-cell [23,667,35,674]
section-rule-1 [6,254,508,255]
sudoku-cell [35,716,47,723]
sudoku-cell: 6 [60,695,72,702]
quick-read-story6-headline: शिक्षाविद् सरोज के निधन पर शोक जताया [531,794,629,801]
page-number: 11 [3,4,21,22]
bullet-icon [130,673,135,678]
sudoku-cell [11,702,23,709]
sudoku-label: सु [10,650,21,659]
sudoku-cell [23,709,35,716]
sudoku-cell: 1 [72,702,84,709]
sudoku-cell: 3 [11,695,23,702]
encroach-text-1: गुरुग्राम, 22 मई (ब्यूरो) : नगर निगम गुरुग्राम आयुक्त की अध्यक्षता में शुक्रवार को निगम कार्यालय में सफाई व्यवस्था को लेकर समीक्षा बैठक आयोजित की गई। बैठक में आयुक्त ने संबंधित अधिकारियों को निर्देश दिए कि शहर में सफाई व्यवस्था को और अधिक प्रभावी बनाया जाए तथा एजेंसी के भुगतान से पहले आरएफआईडी व जीपीएस रिपोर्ट की जांच अवश्य की जाए। उन्होंने कहा कि गठित कमेटी दो सप्ताह में अपनी जांच रिपोर्ट प्रस्तुत करेगी। इसके आधार पर आगामी कार्रवाई सुनिश्चित की जाएगी। बैठक में अतिरिक्त आयुक्त, संयुक्त आयुक्त, कार्यकारी अभियंता सहित अन्य अधिकारी उपस्थित रहे। आयुक्त ने कहा कि शहर के सभी वार्डों में नियमित रूप से कचरा उठान सुनिश्चित किया जाए और लापरवाही बरतने वालों के खिलाफ सख्त कार्रवाई की जाएगी। नागरिकों की शिकायतों का समयबद्ध निपटारा करना प्राथमिकता है। [6,277,86,343]
rashi-item [67,783,124,807]
rashi-item [9,833,66,857]
quick-read-story1-text: गुरुग्राम, 22 मई (ब्यूरो) : नगर निगम गुरुग्राम आयुक्त की अध्यक्षता में शुक्रवार को निगम कार्यालय में सफाई व्यवस्था को लेकर समीक्षा बैठक आयोजित की गई। बैठक में आयुक्त ने संबंधित अधिकारियों को निर्देश दिए कि शहर में सफाई व्यवस्था को और अधिक प्रभावी बनाया जाए तथा एजेंसी के भुगतान से पहले आरएफआईडी व जीपीएस रिपोर्ट की जांच अवश्य की जाए। उन्होंने कहा कि गठित कमेटी दो सप्ताह में अपनी जांच रिपोर्ट प्रस्तुत करेगी। इसके आधार पर आगामी कार्रवाई सुनिश्चित की जाएगी। बैठक में अतिरिक्त आयुक्त, संयुक्त आयुक्त, कार्यकारी अभियंता सहित अन्य अधिकारी उपस्थित रहे। आयुक्त ने कहा कि शहर के सभी वार्डों में नियमित रूप से कचरा उठान सुनिश्चित किया जाए और लापरवाही बरतने वालों के खिलाफ सख्त कार्रवाई की जाएगी। नागरिकों की शिकायतों का समयबद्ध निपटारा करना प्राथमिकता है। [514,66,646,108]
rashi-item [67,833,124,857]
sudoku-cell [109,702,121,709]
students-sub-heading-text: रिवाइन 12वीं व 10वीं में [177,279,225,285]
